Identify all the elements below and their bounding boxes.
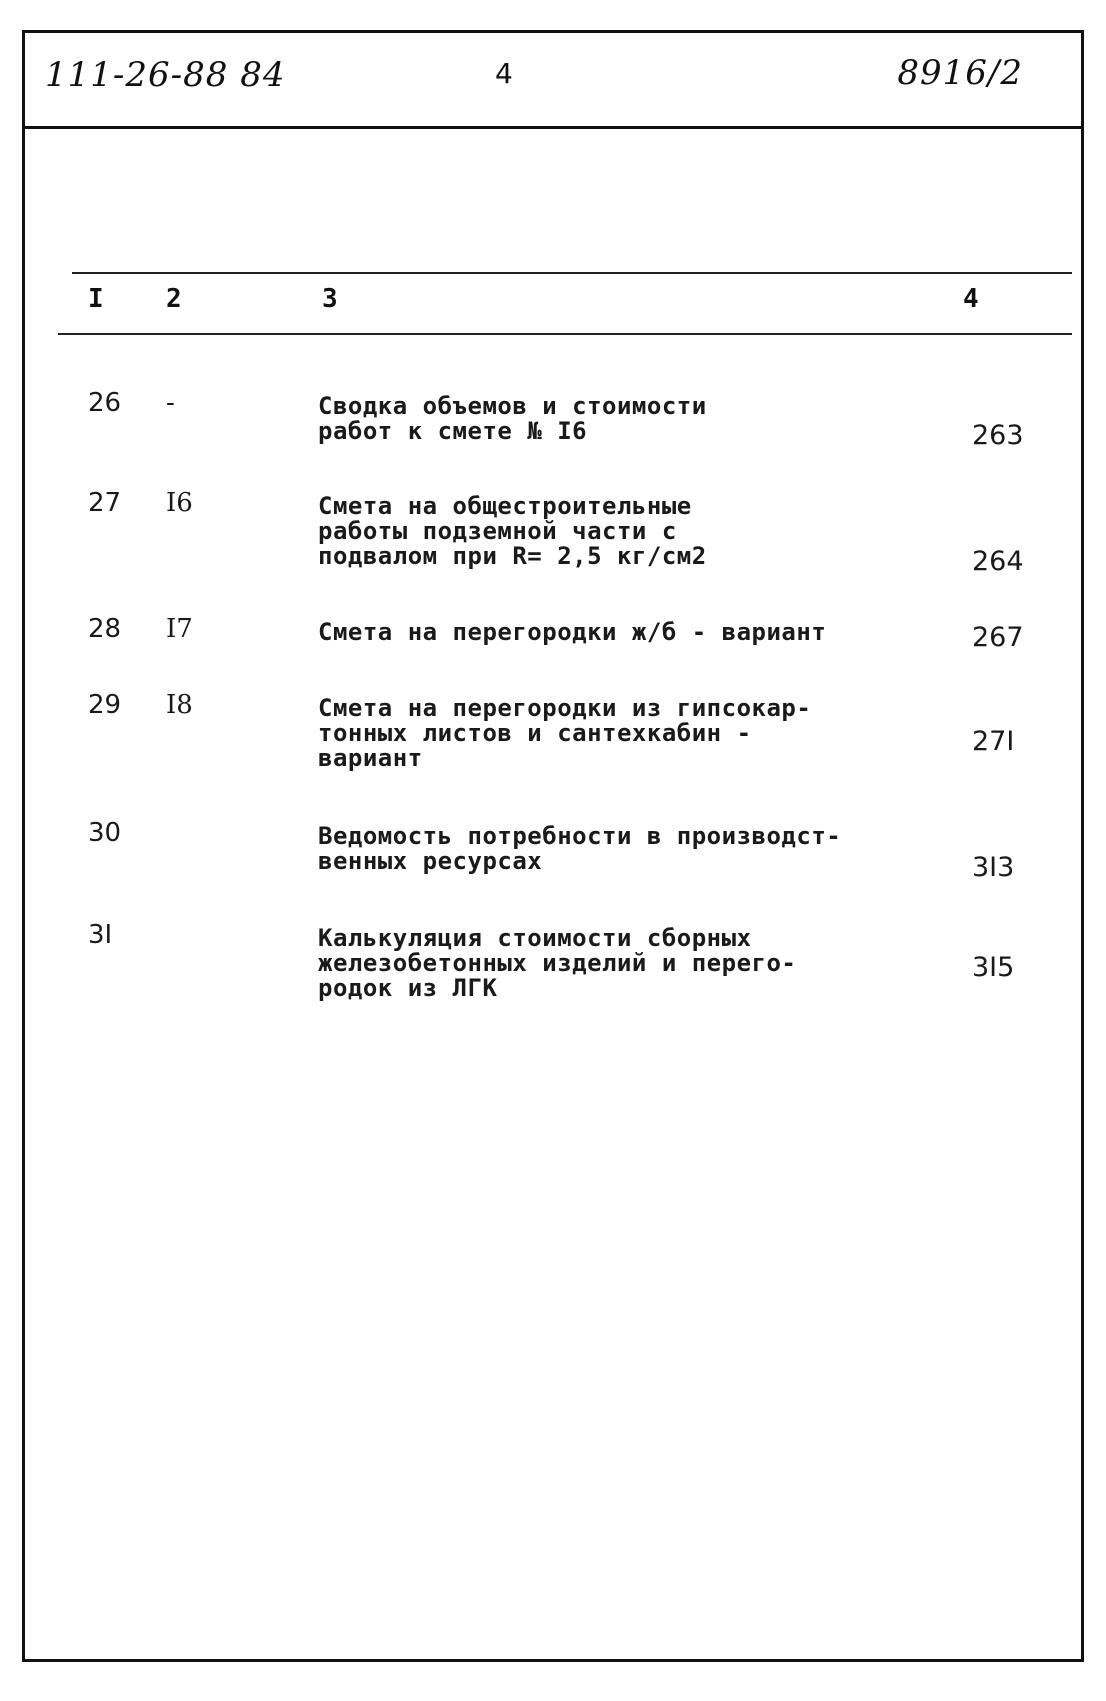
- row-page: 3I3: [972, 852, 1015, 883]
- row-number: 30: [88, 818, 122, 848]
- title-block: [25, 33, 1081, 129]
- document-code: 111-26-88 84: [45, 55, 286, 95]
- row-title: Калькуляция стоимости сборных железобетонных изделий и перего- родок из ЛГК: [318, 924, 797, 1002]
- document-number: 8916/2: [897, 53, 1023, 93]
- table-top-rule: [72, 272, 1072, 274]
- column-header-title: 3: [322, 284, 338, 314]
- row-reference: -: [166, 388, 175, 418]
- row-number: 29: [88, 690, 122, 720]
- page-number: 4: [495, 57, 514, 90]
- row-title: Смета на общестроительные работы подземной части с подвалом при R= 2,5 кг/см2: [318, 492, 707, 570]
- column-header-number: I: [88, 284, 104, 314]
- row-number: 3I: [88, 920, 113, 950]
- row-page: 3I5: [972, 952, 1015, 983]
- row-title: Сводка объемов и стоимости работ к смете № I6: [318, 392, 707, 445]
- row-title: Ведомость потребности в производст- венных ресурсах: [318, 822, 842, 875]
- row-page: 267: [972, 622, 1024, 653]
- row-number: 26: [88, 388, 122, 418]
- row-page: 264: [972, 546, 1024, 577]
- row-reference: I8: [166, 690, 193, 720]
- column-header-page: 4: [963, 284, 979, 314]
- row-page: 27I: [972, 726, 1015, 757]
- row-reference: I7: [166, 614, 193, 644]
- row-title: Смета на перегородки ж/б - вариант: [318, 618, 827, 646]
- row-title: Смета на перегородки из гипсокар- тонных листов и сантехкабин - вариант: [318, 694, 812, 772]
- column-header-reference: 2: [166, 284, 182, 314]
- table-header-rule: [58, 333, 1072, 335]
- row-number: 27: [88, 488, 122, 518]
- row-page: 263: [972, 420, 1024, 451]
- row-reference: I6: [166, 488, 193, 518]
- row-number: 28: [88, 614, 122, 644]
